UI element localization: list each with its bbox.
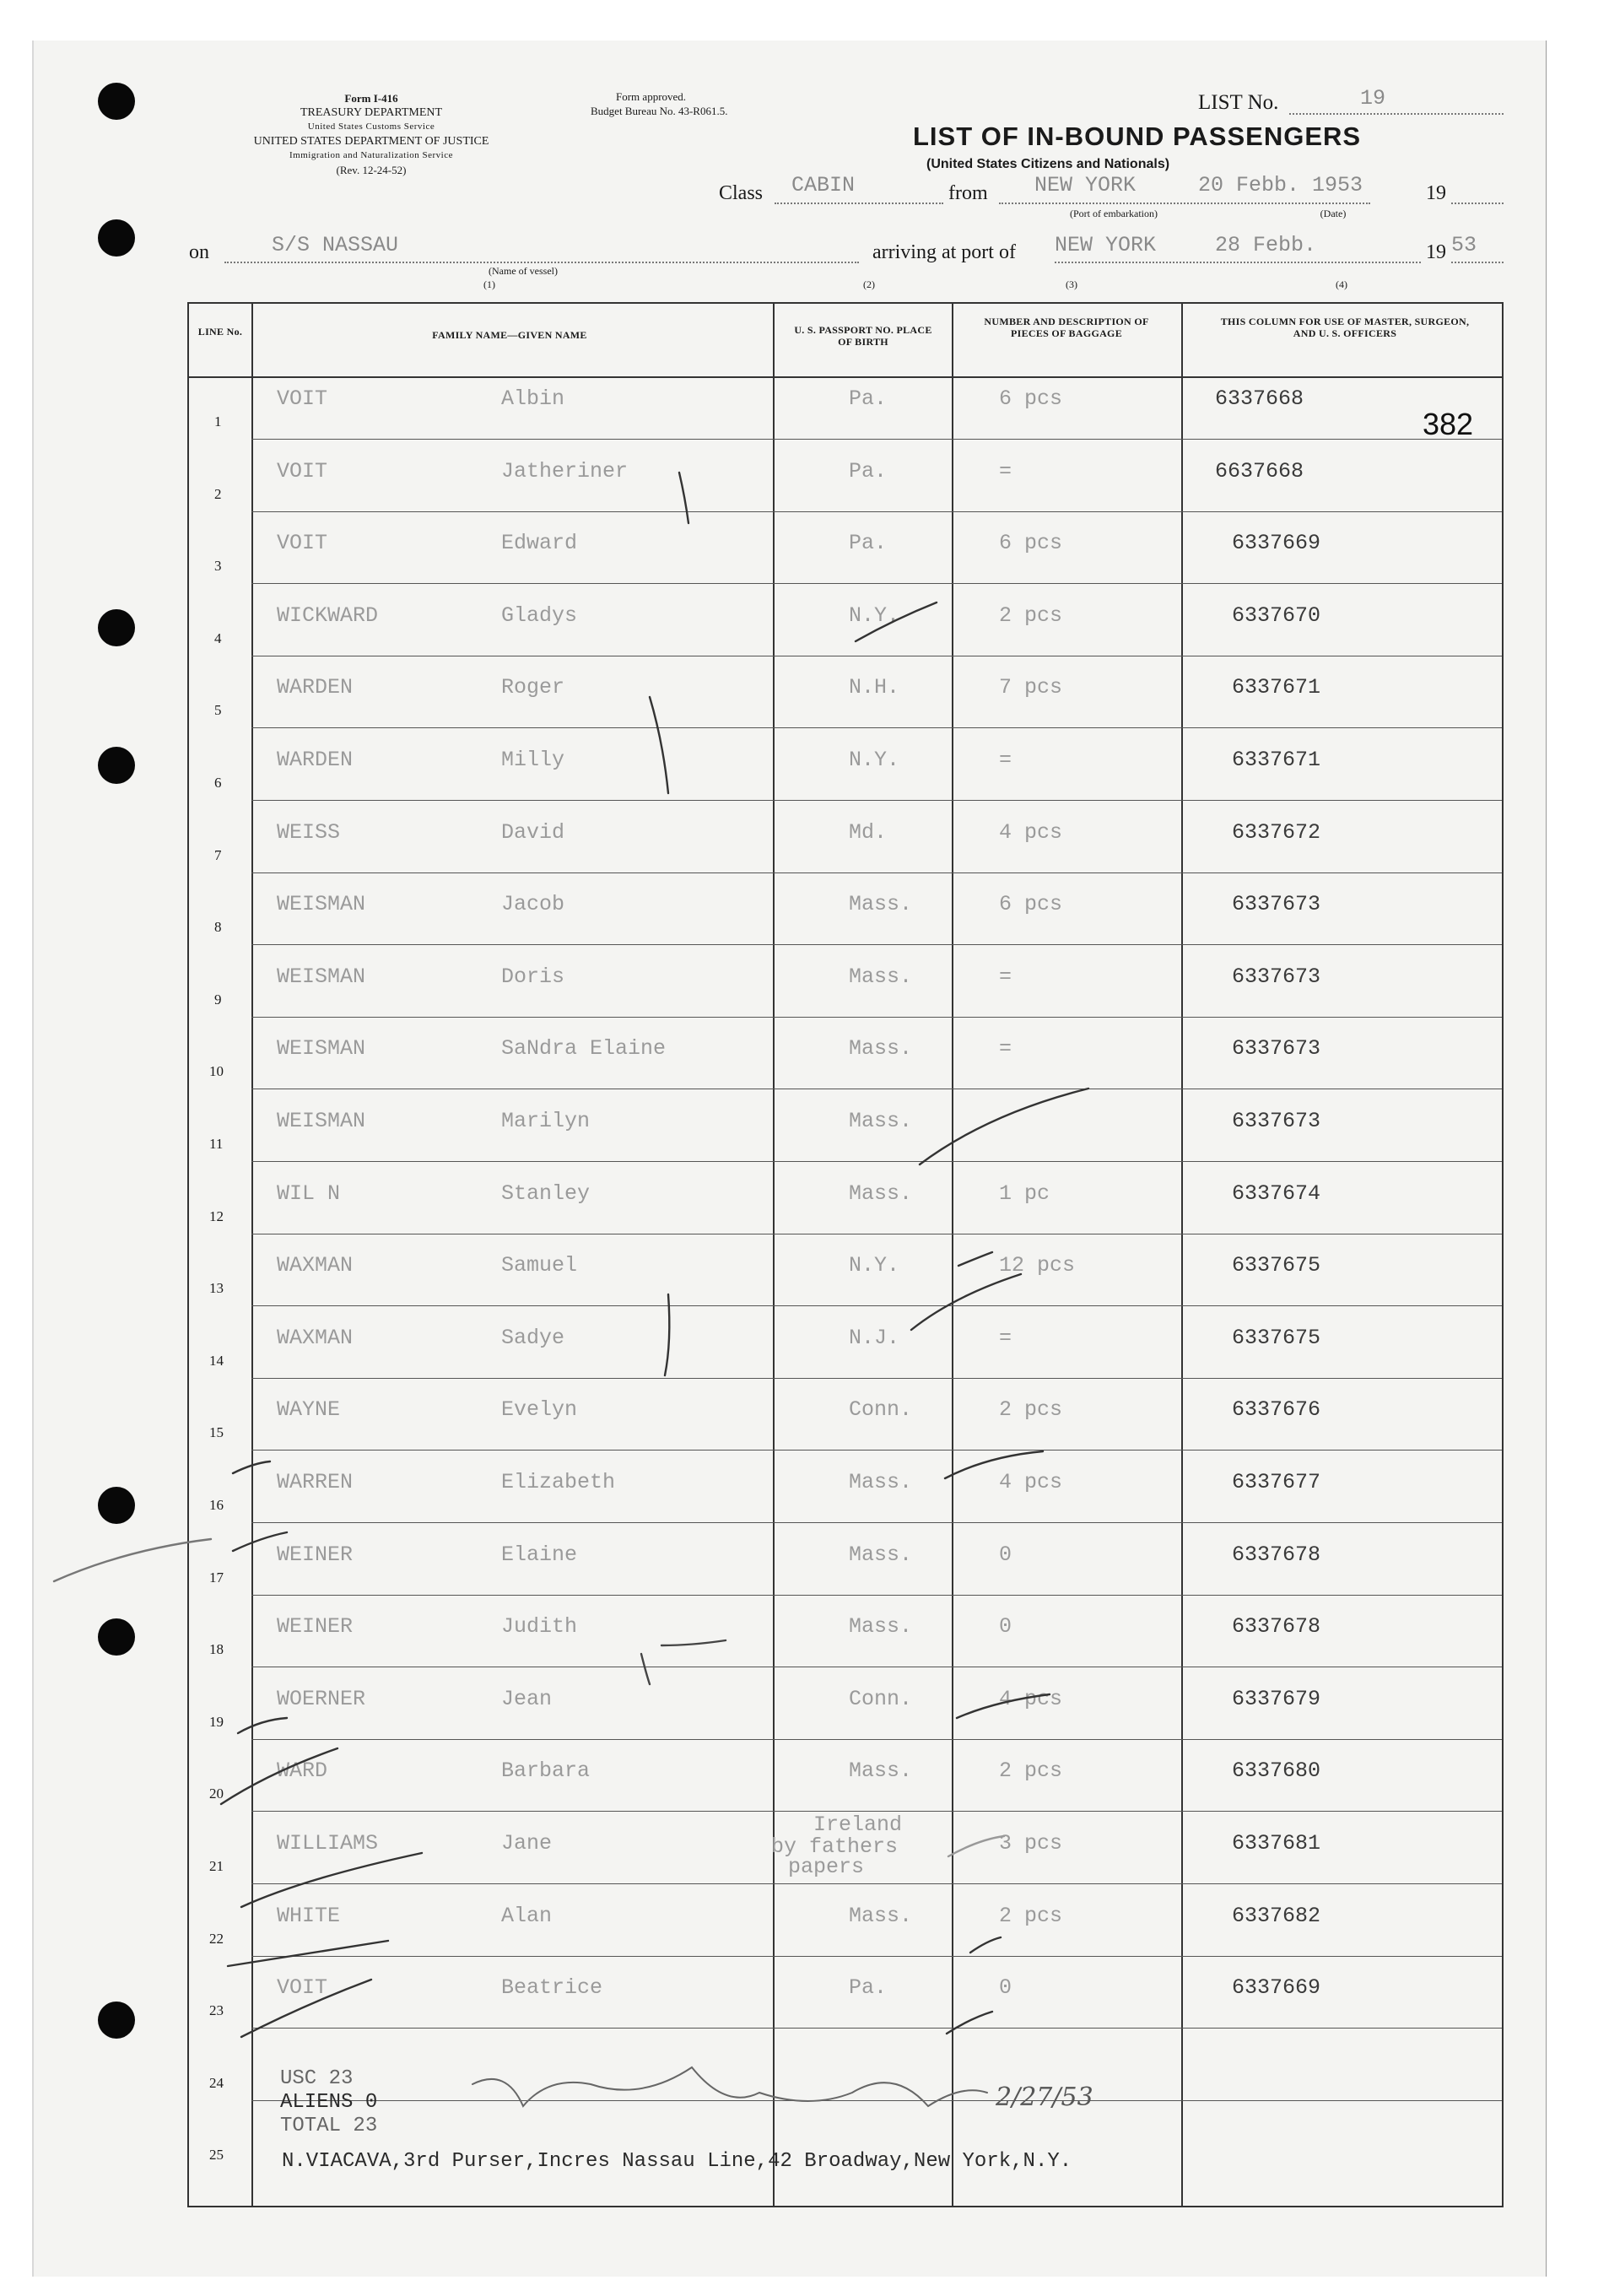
line-number: 2 — [214, 485, 222, 502]
family-name: WARD — [277, 1758, 328, 1784]
family-name: WARDEN — [277, 675, 354, 700]
given-name: Albin — [501, 386, 565, 411]
place-of-birth: Mass. — [849, 1758, 913, 1784]
pen-stroke — [957, 1694, 1050, 1718]
treasury-dept: TREASURY DEPARTMENT — [300, 106, 443, 119]
pen-stroke — [920, 1089, 1088, 1164]
given-name: Jacob — [501, 892, 565, 917]
officer-number: 6337675 — [1232, 1253, 1321, 1278]
place-of-birth-note: by fathers — [771, 1834, 899, 1859]
family-name: WILLIAMS — [277, 1831, 379, 1856]
pen-stroke — [679, 473, 688, 523]
place-of-birth: Conn. — [849, 1686, 913, 1711]
customs-service: United States Customs Service — [307, 122, 435, 132]
arriving-date: 28 Febb. — [1215, 233, 1317, 257]
total-all: TOTAL 23 — [280, 2115, 378, 2137]
place-of-birth: N.H. — [849, 675, 900, 700]
caption-4: (4) — [1336, 278, 1347, 290]
approved-text: Form approved. — [616, 90, 687, 103]
family-name: WEISMAN — [277, 1109, 366, 1133]
officer-number: 6337668 — [1215, 386, 1304, 411]
baggage: 0 — [999, 1975, 1012, 2001]
officer-number: 6337671 — [1232, 675, 1321, 700]
given-name: Doris — [501, 964, 565, 989]
purser-line: N.VIACAVA,3rd Purser,Incres Nassau Line,42 Broadway,New York,N.Y. — [282, 2150, 1072, 2173]
year-prefix-1: 19 — [1426, 182, 1446, 204]
col-header-line: LINE No. — [197, 326, 243, 338]
line-number: 10 — [209, 1063, 224, 1080]
family-name: VOIT — [277, 1975, 328, 2001]
justice-dept: UNITED STATES DEPARTMENT OF JUSTICE — [253, 135, 489, 148]
officer-number: 6337670 — [1232, 602, 1321, 628]
line-number: 9 — [214, 991, 222, 1008]
caption-port: (Port of embarkation) — [1070, 208, 1158, 219]
pen-stroke — [228, 1941, 388, 1966]
place-of-birth: Pa. — [849, 1975, 888, 2001]
line-number: 5 — [214, 702, 222, 719]
pen-stroke — [911, 1274, 1021, 1330]
caption-2: (2) — [863, 278, 875, 290]
given-name: Marilyn — [501, 1109, 591, 1133]
baggage: 4 pcs — [999, 819, 1063, 845]
family-name: WIL N — [277, 1180, 341, 1206]
officer-number: 6337669 — [1232, 531, 1321, 556]
place-of-birth: Mass. — [849, 964, 913, 989]
baggage: = — [999, 748, 1012, 772]
place-of-birth: Mass. — [849, 892, 913, 917]
pen-stroke — [650, 697, 668, 793]
caption-date: (Date) — [1320, 208, 1347, 219]
pen-stroke — [241, 1980, 371, 2037]
family-name: WICKWARD — [277, 602, 379, 628]
baggage: 4 pcs — [999, 1470, 1063, 1494]
pen-stroke — [948, 1836, 1004, 1856]
baggage: 2 pcs — [999, 1758, 1063, 1784]
pen-stroke — [641, 1640, 726, 1684]
line-number: 19 — [209, 1713, 224, 1730]
officer-number: 6337673 — [1232, 964, 1321, 989]
signature-date: 2/27/53 — [996, 2083, 1093, 2112]
given-name: Evelyn — [501, 1397, 578, 1423]
col-header-name: FAMILY NAME—GIVEN NAME — [432, 329, 587, 341]
pen-stroke — [947, 2012, 992, 2034]
family-name: WEISS — [277, 819, 341, 845]
line-number: 4 — [214, 629, 222, 646]
line-number: 6 — [214, 775, 222, 791]
line-number: 24 — [209, 2074, 224, 2091]
baggage: 2 pcs — [999, 602, 1063, 628]
total-usc: USC 23 — [280, 2067, 354, 2090]
baggage: 6 pcs — [999, 892, 1063, 917]
col-header-baggage: NUMBER AND DESCRIPTION OF PIECES OF BAGGAGE — [984, 316, 1149, 339]
officer-number: 6337673 — [1232, 1109, 1321, 1133]
baggage: 1 pc — [999, 1180, 1050, 1206]
line-number: 25 — [209, 2147, 224, 2164]
given-name: David — [501, 819, 565, 845]
pen-stroke — [958, 1252, 992, 1266]
given-name: Gladys — [501, 602, 578, 628]
family-name: VOIT — [277, 386, 328, 411]
baggage: = — [999, 964, 1012, 989]
pen-stroke — [221, 1748, 337, 1804]
given-name: Jatheriner — [501, 458, 629, 484]
given-name: Judith — [501, 1614, 578, 1640]
from-value: NEW YORK — [1034, 173, 1137, 197]
place-of-birth-note: papers — [788, 1855, 865, 1879]
officer-number: 6337682 — [1232, 1903, 1321, 1928]
line-number: 21 — [209, 1858, 224, 1874]
officer-number: 6337680 — [1232, 1758, 1321, 1784]
officer-number: 6637668 — [1215, 458, 1304, 484]
revision-date: (Rev. 12-24-52) — [336, 164, 407, 176]
officer-number: 6337677 — [1232, 1470, 1321, 1494]
baggage: = — [999, 458, 1012, 484]
vessel-value: S/S NASSAU — [272, 233, 399, 257]
caption-1: (1) — [483, 278, 495, 290]
place-of-birth: Pa. — [849, 531, 888, 556]
line-number: 13 — [209, 1280, 224, 1297]
place-of-birth: Md. — [849, 819, 888, 845]
family-name: WEINER — [277, 1614, 354, 1640]
place-of-birth: Pa. — [849, 458, 888, 484]
page-title: LIST OF IN-BOUND PASSENGERS — [913, 122, 1362, 151]
officer-number: 6337681 — [1232, 1831, 1321, 1856]
given-name: Stanley — [501, 1180, 591, 1206]
list-no-value: 19 — [1360, 86, 1386, 111]
given-name: Jane — [501, 1831, 553, 1856]
family-name: WHITE — [277, 1903, 341, 1928]
officer-number: 6337678 — [1232, 1614, 1321, 1640]
pen-stroke — [945, 1451, 1043, 1478]
pen-stroke — [241, 1853, 422, 1907]
immigration-service: Immigration and Naturalization Service — [289, 150, 454, 160]
year-suffix-2: 53 — [1451, 233, 1477, 257]
line-number: 18 — [209, 1641, 224, 1658]
list-no-label: LIST No. — [1198, 91, 1279, 114]
family-name: WEISMAN — [277, 964, 366, 989]
place-of-birth: Mass. — [849, 1036, 913, 1062]
baggage: 4 pcs — [999, 1686, 1063, 1711]
given-name: Beatrice — [501, 1975, 603, 2001]
officer-number: 6337669 — [1232, 1975, 1321, 2001]
caption-3: (3) — [1066, 278, 1077, 290]
officer-number: 6337676 — [1232, 1397, 1321, 1423]
pen-stroke — [665, 1294, 669, 1375]
form-number: Form I-416 — [344, 92, 398, 105]
officer-number: 6337675 — [1232, 1325, 1321, 1350]
line-number: 3 — [214, 558, 222, 575]
line-number: 20 — [209, 1785, 224, 1802]
pen-stroke — [238, 1718, 287, 1733]
line-number: 22 — [209, 1930, 224, 1947]
family-name: WEISMAN — [277, 892, 366, 917]
given-name: Roger — [501, 675, 565, 700]
col-header-officers: THIS COLUMN FOR USE OF MASTER, SURGEON, AND U. S. OFFICERS — [1220, 316, 1470, 339]
place-of-birth: Mass. — [849, 1109, 913, 1133]
class-value: CABIN — [791, 173, 856, 197]
baggage: 2 pcs — [999, 1397, 1063, 1423]
family-name: WARREN — [277, 1470, 354, 1494]
family-name: WARDEN — [277, 748, 354, 772]
signature-stroke — [472, 2067, 987, 2106]
line-number: 17 — [209, 1569, 224, 1586]
total-aliens: ALIENS 0 — [280, 2091, 378, 2114]
given-name: Elizabeth — [501, 1470, 616, 1494]
line-number: 14 — [209, 1352, 224, 1369]
place-of-birth: Pa. — [849, 386, 888, 411]
baggage: 12 pcs — [999, 1253, 1076, 1278]
given-name: Alan — [501, 1903, 553, 1928]
pen-stroke — [54, 1539, 211, 1581]
pen-stroke — [233, 1532, 287, 1551]
family-name: WAXMAN — [277, 1253, 354, 1278]
officer-number: 6337679 — [1232, 1686, 1321, 1711]
place-of-birth: Mass. — [849, 1542, 913, 1567]
baggage: 2 pcs — [999, 1903, 1063, 1928]
place-of-birth: Conn. — [849, 1397, 913, 1423]
officer-number: 6337673 — [1232, 892, 1321, 917]
from-date: 20 Febb. 1953 — [1198, 173, 1363, 197]
pen-stroke — [856, 602, 937, 641]
line-number: 15 — [209, 1424, 224, 1441]
baggage: 0 — [999, 1614, 1012, 1640]
officer-number: 6337672 — [1232, 819, 1321, 845]
family-name: WEISMAN — [277, 1036, 366, 1062]
family-name: WOERNER — [277, 1686, 366, 1711]
given-name: Elaine — [501, 1542, 578, 1567]
budget-bureau: Budget Bureau No. 43-R061.5. — [591, 105, 728, 117]
page-subtitle: (United States Citizens and Nationals) — [926, 157, 1170, 171]
place-of-birth: Ireland — [813, 1812, 903, 1837]
place-of-birth: N.J. — [849, 1325, 900, 1350]
family-name: WAXMAN — [277, 1325, 354, 1350]
arriving-label: arriving at port of — [872, 241, 1016, 263]
baggage: 3 pcs — [999, 1831, 1063, 1856]
family-name: WAYNE — [277, 1397, 341, 1423]
family-name: VOIT — [277, 458, 328, 484]
baggage: 7 pcs — [999, 675, 1063, 700]
officer-number: 6337678 — [1232, 1542, 1321, 1567]
class-label: Class — [719, 182, 764, 204]
page-mark: 382 — [1423, 407, 1474, 441]
from-label: from — [948, 182, 988, 204]
pen-stroke — [970, 1937, 1001, 1953]
baggage: 6 pcs — [999, 386, 1063, 411]
place-of-birth: Mass. — [849, 1180, 913, 1206]
place-of-birth: N.Y. — [849, 602, 900, 628]
line-number: 11 — [209, 1136, 224, 1152]
line-number: 7 — [214, 846, 222, 863]
place-of-birth: Mass. — [849, 1614, 913, 1640]
place-of-birth: Mass. — [849, 1470, 913, 1494]
given-name: Sadye — [501, 1325, 565, 1350]
year-prefix-2: 19 — [1426, 241, 1446, 263]
place-of-birth: Mass. — [849, 1903, 913, 1928]
baggage: 0 — [999, 1542, 1012, 1567]
line-number: 8 — [214, 919, 222, 936]
officer-number: 6337674 — [1232, 1180, 1321, 1206]
given-name: SaNdra Elaine — [501, 1036, 667, 1062]
col-header-passport: U. S. PASSPORT NO. PLACE OF BIRTH — [794, 324, 932, 348]
family-name: VOIT — [277, 531, 328, 556]
given-name: Samuel — [501, 1253, 578, 1278]
pen-stroke — [233, 1461, 270, 1473]
place-of-birth: N.Y. — [849, 1253, 900, 1278]
family-name: WEINER — [277, 1542, 354, 1567]
baggage: = — [999, 1036, 1012, 1062]
on-label: on — [189, 241, 209, 263]
given-name: Milly — [501, 748, 565, 772]
given-name: Edward — [501, 531, 578, 556]
line-number: 23 — [209, 2002, 224, 2019]
caption-vessel: (Name of vessel) — [489, 265, 558, 277]
given-name: Barbara — [501, 1758, 591, 1784]
given-name: Jean — [501, 1686, 553, 1711]
officer-number: 6337671 — [1232, 748, 1321, 772]
baggage: 6 pcs — [999, 531, 1063, 556]
officer-number: 6337673 — [1232, 1036, 1321, 1062]
line-number: 12 — [209, 1207, 224, 1224]
place-of-birth: N.Y. — [849, 748, 900, 772]
line-number: 16 — [209, 1497, 224, 1513]
arriving-value: NEW YORK — [1055, 233, 1157, 257]
line-number: 1 — [214, 413, 222, 429]
baggage: = — [999, 1325, 1012, 1350]
